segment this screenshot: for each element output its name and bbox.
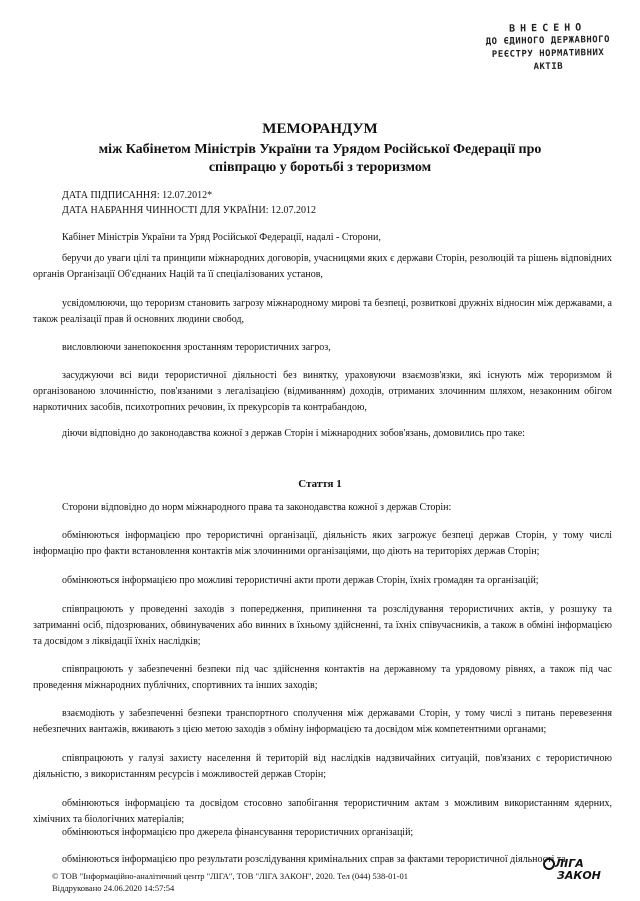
logo-text-top: ЛІГА xyxy=(555,857,584,870)
document-subtitle: між Кабінетом Міністрів України та Урядом Російської Федерації про співпрацю у боротьбі з тероризмом xyxy=(98,142,542,175)
effective-date: ДАТА НАБРАННЯ ЧИННОСТІ ДЛЯ УКРАЇНИ: 12.07.2012 xyxy=(62,205,316,216)
document-title: МЕМОРАНДУМ xyxy=(262,121,378,137)
article-paragraph: обмінюються інформацією про джерела фінансування терористичних організацій; xyxy=(62,827,414,838)
article-paragraph: співпрацюють у забезпеченні безпеки під час здійснення контактів на державному та урядовому рівнях, а також під час проведення міжнародних публічних, спортивних та інших заходів; xyxy=(33,664,612,691)
preamble-paragraph: усвідомлюючи, що тероризм становить загрозу міжнародному мирові та безпеці, розвиткові дружніх відносин між державами, а також реалізації прав й основних людини свобод, xyxy=(33,298,612,325)
logo-text-bottom: ЗАКОН xyxy=(557,869,601,882)
article-paragraph: обмінюються інформацією про можливі терористичні акти проти держав Сторін, їхніх громадян та організацій; xyxy=(62,575,539,586)
dates-block xyxy=(62,188,316,218)
stamp-line: АКТІВ xyxy=(533,61,564,73)
article-paragraph: Сторони відповідно до норм міжнародного права та законодавства кожної з держав Сторін: xyxy=(62,502,452,513)
stamp-line: ДО ЄДИНОГО ДЕРЖАВНОГО xyxy=(485,34,611,48)
article-paragraph: співпрацюють у проведенні заходів з попередження, припинення та розслідування терористичних актів, у розшуку та затриманні осіб, підозрюваних, обвинувачених або винних в їхньому здійсненні, та їхніх співучасників, а також в обміні інформацією та досвідом з ліквідації їхніх наслідків; xyxy=(33,604,612,647)
article-paragraph: обмінюються інформацією про результати розслідування кримінальних справ за фактами терористичної діяльності та xyxy=(62,854,566,865)
registry-stamp xyxy=(478,21,619,75)
article-paragraph: обмінюються інформацією про терористичні організації, діяльність яких загрожує безпеці держав Сторін, у тому числі інформацію про факти встановлення контактів між злочинними організаціями, що діють на територіях держав Сторін; xyxy=(33,530,612,557)
article-paragraph: співпрацюють у галузі захисту населення й територій від наслідків надзвичайних ситуацій, пов'язаних с терористичною діяльністю, з використанням ресурсів і можливостей держав Сторін; xyxy=(33,753,612,780)
footer-printed: Віддруковано 24.06.2020 14:57:54 xyxy=(52,883,175,893)
preamble-paragraph: засуджуючи всі види терористичної діяльності без винятку, ураховуючи взаємозв'язки, які існують між тероризмом й організованою злочинністю, пов'язаними з легалізацією (відмиванням) доходів, отриманих злочинним шляхом, незаконним обігом наркотичних засобів, психотропних речовин, їх прекурсорів та контрабандою, xyxy=(33,370,612,413)
preamble-paragraph: беручи до уваги цілі та принципи міжнародних договорів, учасницями яких є держави Сторін, резолюцій та рішень відповідних органів Організації Об'єднаних Націй та її спеціалізованих установ, xyxy=(33,253,612,280)
article-paragraph: обмінюються інформацією та досвідом стосовно запобігання терористичним актам з можливим використанням ядерних, хімічних та біологічних матеріалів; xyxy=(33,798,612,825)
preamble-paragraph: висловлюючи занепокоєння зростанням терористичних загроз, xyxy=(62,342,331,353)
preamble-paragraph: діючи відповідно до законодавства кожної з держав Сторін і міжнародних зобов'язань, домовились про таке: xyxy=(62,428,525,439)
signing-date: ДАТА ПІДПИСАННЯ: 12.07.2012* xyxy=(62,190,213,201)
stamp-line: РЕЄСТРУ НОРМАТИВНИХ xyxy=(491,48,605,60)
footer-copyright: © ТОВ "Інформаційно-аналітичний центр "ЛІГА", ТОВ "ЛІГА ЗАКОН", 2020. Тел (044) 538-01-01 xyxy=(52,871,408,881)
article-heading: Стаття 1 xyxy=(298,478,342,490)
liga-zakon-logo xyxy=(543,858,601,881)
preamble-paragraph: Кабінет Міністрів України та Уряд Російської Федерації, надалі - Сторони, xyxy=(62,232,381,243)
logo-circle-icon xyxy=(543,858,555,870)
footer xyxy=(52,870,408,894)
article-paragraph: взаємодіють у забезпеченні безпеки транспортного сполучення між державами Сторін, у тому числі з питань перевезення небезпечних вантажів, вживають з цією метою заходів з обміну інформацією та досвідом між компетентними органами; xyxy=(33,708,612,735)
stamp-line: ВНЕСЕНО xyxy=(508,22,587,35)
